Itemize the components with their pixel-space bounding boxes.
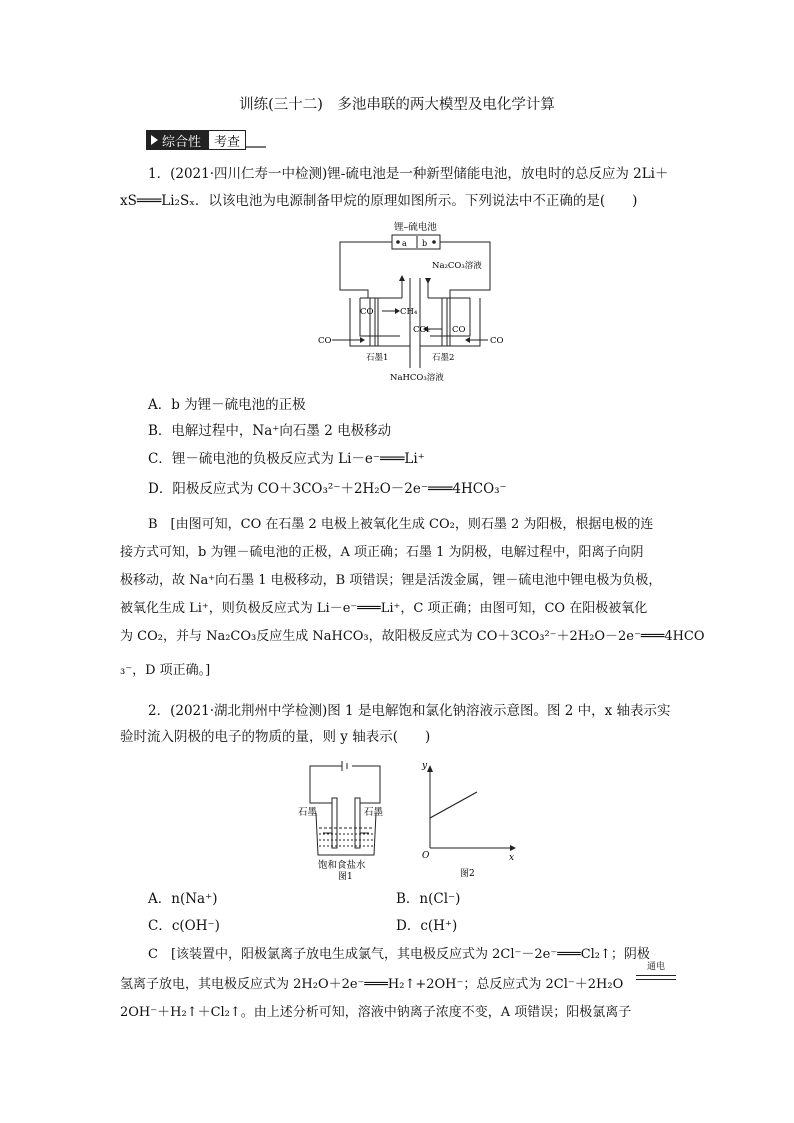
graphite1-label: 石墨1 xyxy=(366,353,389,363)
q1-answer-line3: 极移动，故 Na⁺向石墨 1 电极移动，B 项错误；锂是活泼金属，锂－硫电池中锂电极为负极， xyxy=(120,573,662,588)
q2-answer-line1: C [该装置中，阳极氯离子放电生成氯气，其电极反应式为 2Cl⁻－2e⁻═══Cl₂↑；阴极 xyxy=(148,947,650,962)
ch4-label: CH₄ xyxy=(400,307,418,317)
co-right-in-label: CO xyxy=(490,336,504,346)
graphite2-label: 石墨2 xyxy=(432,353,455,363)
banner-rule xyxy=(246,146,266,148)
q1-answer-line1: B [由图可知，CO 在石墨 2 电极上被氧化生成 CO₂，则石墨 2 为阳极，根据电极的连 xyxy=(148,517,654,532)
na2co3-label: Na₂CO₃溶液 xyxy=(432,261,482,271)
q2-stem-line1: 2．(2021·湖北荆州中学检测)图 1 是电解饱和氯化钠溶液示意图。图 2 中，x 轴表示实 xyxy=(148,703,671,719)
q1-stem-line1: 1．(2021·四川仁寿一中检测)锂-硫电池是一种新型储能电池，放电时的总反应为 2Li＋ xyxy=(148,166,669,182)
q1-option-a: A．b 为锂－硫电池的正极 xyxy=(148,397,306,413)
banner-label-exam: 考查 xyxy=(208,130,246,150)
q2-option-c: C．c(OH⁻) xyxy=(148,918,220,934)
q2-stem-line2: 验时流入阴极的电子的物质的量，则 y 轴表示( ) xyxy=(120,729,431,745)
graph-line xyxy=(430,792,477,818)
co2-label: CO₂ xyxy=(413,325,430,335)
q1-electrolysis-figure xyxy=(310,218,520,388)
battery-label: 锂–硫电池 xyxy=(394,222,437,233)
co-inner-label: CO xyxy=(360,307,374,317)
q1-option-c: C．锂－硫电池的负极反应式为 Li－e⁻═══Li⁺ xyxy=(148,451,425,467)
battery-terminal-a: a xyxy=(402,239,407,248)
tongdian-label: 通电 xyxy=(646,962,665,972)
q1-option-b: B．电解过程中，Na⁺向石墨 2 电极移动 xyxy=(148,423,392,439)
q1-option-d: D．阳极反应式为 CO＋3CO₃²⁻＋2H₂O－2e⁻═══4HCO₃⁻ xyxy=(148,481,507,497)
fig1-label: 图1 xyxy=(338,872,353,880)
fig2-label: 图2 xyxy=(460,869,475,879)
q2-figure xyxy=(292,758,522,880)
graphite-left-label: 石墨 xyxy=(298,807,318,818)
page-title: 训练(三十二) 多池串联的两大模型及电化学计算 xyxy=(239,97,555,113)
nahco3-label: NaHCO₃溶液 xyxy=(390,373,444,383)
origin-label: O xyxy=(422,851,430,861)
q2-option-b: B．n(Cl⁻) xyxy=(396,891,461,907)
banner-label-comprehensive: 综合性 xyxy=(146,130,208,150)
solution-label: 饱和食盐水 xyxy=(318,860,366,871)
graphite2-electrode xyxy=(442,298,447,346)
y-axis-label: y xyxy=(422,761,428,771)
q2-answer-line3: 2OH⁻＋H₂↑＋Cl₂↑。由上述分析可知，溶液中钠离子浓度不变，A 项错误；阳极氯离子 xyxy=(120,1005,632,1020)
reaction-condition-arrow xyxy=(636,975,676,980)
q1-stem-line2: xS═══Li₂Sₓ．以该电池为电源制备甲烷的原理如图所示。下列说法中不正确的是( ) xyxy=(120,193,638,209)
co-left-in-label: CO xyxy=(318,336,332,346)
graphite-right-label: 石墨 xyxy=(364,807,384,818)
section-banner xyxy=(146,130,266,150)
q1-answer-line6: ₃⁻，D 项正确。] xyxy=(120,663,211,678)
co-right-inner-label: CO xyxy=(452,325,466,335)
graphite1-electrode xyxy=(370,298,375,346)
q2-option-a: A．n(Na⁺) xyxy=(148,891,218,907)
x-axis-label: x xyxy=(509,853,515,863)
q1-answer-line5: 为 CO₂，并与 Na₂CO₃反应生成 NaHCO₃，故阳极反应式为 CO＋3CO₃²⁻＋2H₂O－2e⁻═══4HCO xyxy=(120,629,705,644)
battery-terminal-b: b xyxy=(422,239,428,248)
q2-option-d: D．c(H⁺) xyxy=(396,918,458,934)
q2-answer-line2: 氢离子放电，其电极反应式为 2H₂O＋2e⁻═══H₂↑+2OH⁻；总反应式为 2Cl⁻＋2H₂O xyxy=(120,977,624,992)
q1-answer-line2: 接方式可知，b 为锂－硫电池的正极，A 项正确；石墨 1 为阴极，电解过程中，阳离子向阴 xyxy=(120,545,644,560)
play-icon xyxy=(151,135,158,145)
q1-answer-line4: 被氧化生成 Li⁺，则负极反应式为 Li－e⁻═══Li⁺，C 项正确；由图可知，CO 在阳极被氧化 xyxy=(120,601,648,616)
